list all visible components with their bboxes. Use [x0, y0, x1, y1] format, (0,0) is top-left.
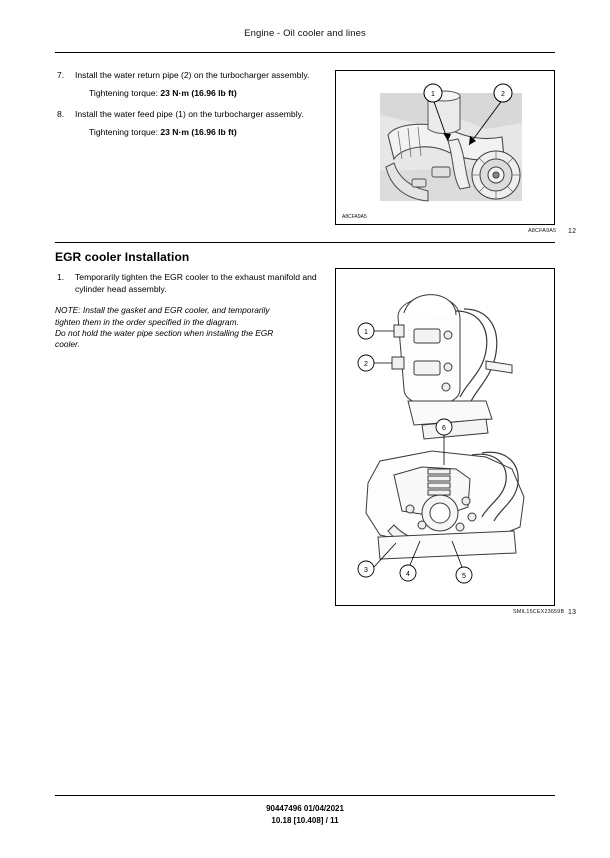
step-number: 7.	[57, 70, 65, 80]
note-line: tighten them in the order specified in the diagram.	[55, 316, 239, 327]
step-number: 1.	[57, 272, 65, 282]
header-divider	[55, 52, 555, 53]
note-line: NOTE: Install the gasket and EGR cooler, and temporarily	[55, 305, 270, 316]
step-item	[55, 109, 325, 121]
egr-cooler-illustration	[336, 269, 554, 605]
note-line: cooler.	[55, 339, 80, 350]
footer-section-number: 10.18 [10.408] / 11	[271, 816, 339, 825]
torque-value: 23 N·m (16.96 lb ft)	[160, 126, 237, 137]
step-number: 8.	[57, 109, 65, 120]
svg-text:2: 2	[364, 361, 368, 368]
figure2-caption: SMIL15CEX23659B	[513, 609, 565, 615]
step-text: Temporarily tighten the EGR cooler to the exhaust manifold and cylinder head assembly.	[75, 272, 317, 294]
svg-text:2: 2	[501, 91, 505, 98]
svg-text:4: 4	[406, 571, 410, 578]
step-text: Install the water return pipe (2) on the turbocharger assembly.	[75, 70, 310, 80]
section-divider	[55, 242, 555, 243]
figure-turbocharger-pipes	[335, 70, 555, 225]
steps-list	[55, 70, 325, 148]
svg-text:6: 6	[442, 425, 446, 432]
svg-text:1: 1	[431, 91, 435, 98]
note-line: Do not hold the water pipe section when installing the EGR	[55, 328, 274, 338]
torque-spec	[89, 88, 325, 100]
torque-label: Tightening torque:	[89, 126, 158, 137]
egr-instructions	[55, 272, 325, 351]
torque-value: 23 N·m (16.96 lb ft)	[160, 87, 237, 98]
step-text: Install the water feed pipe (1) on the turbocharger assembly.	[75, 109, 304, 120]
page-header: Engine - Oil cooler and lines	[244, 28, 366, 39]
turbocharger-illustration	[336, 71, 554, 224]
figure1-page-number: 12	[568, 228, 577, 235]
note-block	[55, 305, 325, 351]
page-footer	[0, 803, 610, 827]
svg-text:3: 3	[364, 567, 368, 574]
torque-spec	[89, 127, 325, 139]
figure-inner-code: A8CFA9A5	[342, 214, 367, 220]
svg-text:5: 5	[462, 573, 466, 580]
step-item	[55, 70, 325, 82]
footer-divider	[55, 795, 555, 796]
figure1-caption: A8CFA9A5	[528, 228, 557, 234]
torque-label: Tightening torque:	[89, 87, 158, 98]
footer-document-number: 90447496 01/04/2021	[266, 804, 344, 813]
section-title: EGR cooler Installation	[55, 250, 190, 264]
svg-text:1: 1	[364, 329, 368, 336]
figure-egr-cooler	[335, 268, 555, 606]
figure2-page-number: 13	[568, 609, 577, 616]
step-item	[55, 272, 325, 295]
